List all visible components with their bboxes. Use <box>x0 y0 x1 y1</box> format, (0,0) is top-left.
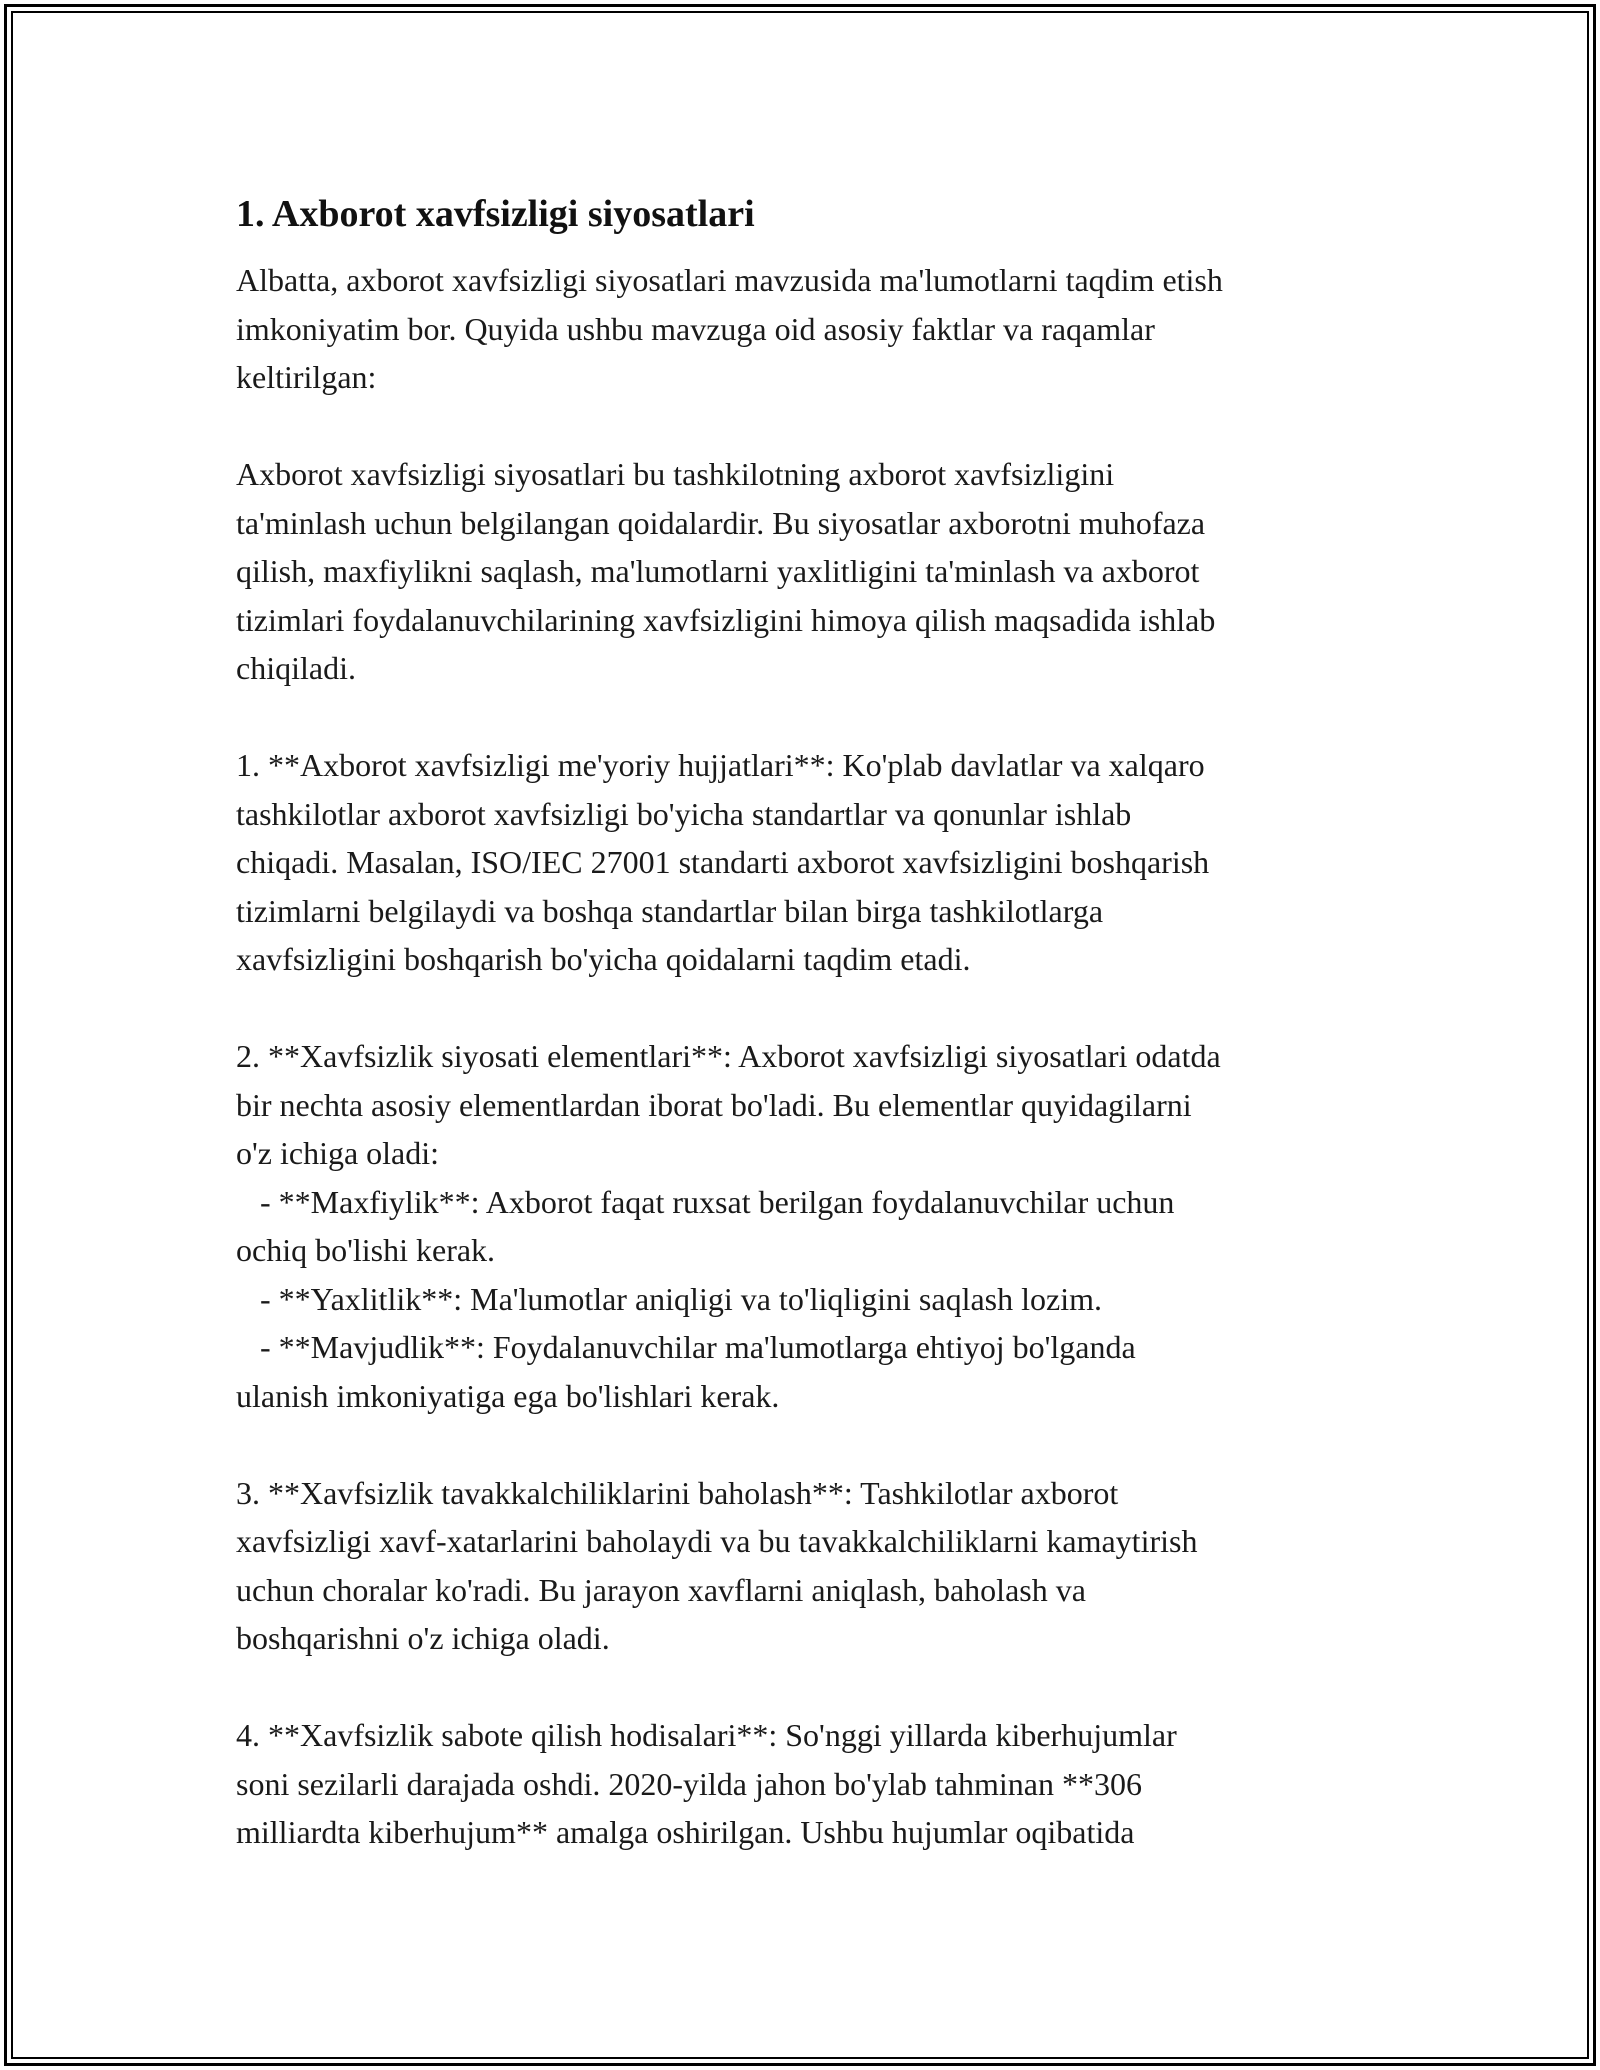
definition-paragraph: Axborot xavfsizligi siyosatlari bu tashkilotning axborot xavfsizligini ta'minlash uchun belgilangan qoidalardir. Bu siyosatlar axborotni muhofaza qilish, maxfiylikni saqlash, ma'lumotlarni yaxlitligini ta'minlash va axborot tizimlari foydalanuvchilarining xavfsizligini himoya qilish maqsadida ishlab chiqiladi. <box>236 456 1216 686</box>
paragraph-gap <box>236 1663 1386 1712</box>
paragraph-gap <box>236 1420 1386 1469</box>
document-heading: 1. Axborot xavfsizligi siyosatlari <box>236 193 755 235</box>
paragraph-gap <box>236 693 1386 742</box>
point-1-paragraph: 1. **Axborot xavfsizligi me'yoriy hujjatlari**: Ko'plab davlatlar va xalqaro tashkilotlar axborot xavfsizligi bo'yicha standartlar va qonunlar ishlab chiqadi. Masalan, ISO/IEC 27001 standarti axborot xavfsizligini boshqarish tizimlarni belgilaydi va boshqa standartlar bilan birga tashkilotlarga xavfsizligini boshqarish bo'yicha qoidalarni taqdim etadi. <box>236 747 1210 977</box>
point-4-paragraph: 4. **Xavfsizlik sabote qilish hodisalari**: So'nggi yillarda kiberhujumlar soni sezilarli darajada oshdi. 2020-yilda jahon bo'ylab tahminan **306 milliardta kiberhujum** amalga oshirilgan. Ushbu hujumlar oqibatida <box>236 1717 1177 1850</box>
paragraph-gap <box>236 984 1386 1033</box>
point-2-paragraph: 2. **Xavfsizlik siyosati elementlari**: Axborot xavfsizligi siyosatlari odatda bir nechta asosiy elementlardan iborat bo'ladi. Bu elementlar quyidagilarni o'z ichiga oladi: - **Maxfiylik**: Axborot faqat ruxsat berilgan foydalanuvchilar uchun ochiq bo'lishi kerak. - **Yaxlitlik**: Ma'lumotlar aniqligi va to'liqligini saqlash lozim. - **Mavjudlik**: Foydalanuvchilar ma'lumotlarga ehtiyoj bo'lganda ulanish imkoniyatiga ega bo'lishlari kerak. <box>236 1038 1221 1414</box>
intro-paragraph: Albatta, axborot xavfsizligi siyosatlari mavzusida ma'lumotlarni taqdim etish imkoniyatim bor. Quyida ushbu mavzuga oid asosiy faktlar va raqamlar keltirilgan: <box>236 262 1223 395</box>
paragraph-gap <box>236 402 1386 451</box>
document-body <box>236 184 1386 1857</box>
point-3-paragraph: 3. **Xavfsizlik tavakkalchiliklarini baholash**: Tashkilotlar axborot xavfsizligi xavf-xatarlarini baholaydi va bu tavakkalchiliklarni kamaytirish uchun choralar ko'radi. Bu jarayon xavflarni aniqlash, baholash va boshqarishni o'z ichiga oladi. <box>236 1474 1198 1656</box>
